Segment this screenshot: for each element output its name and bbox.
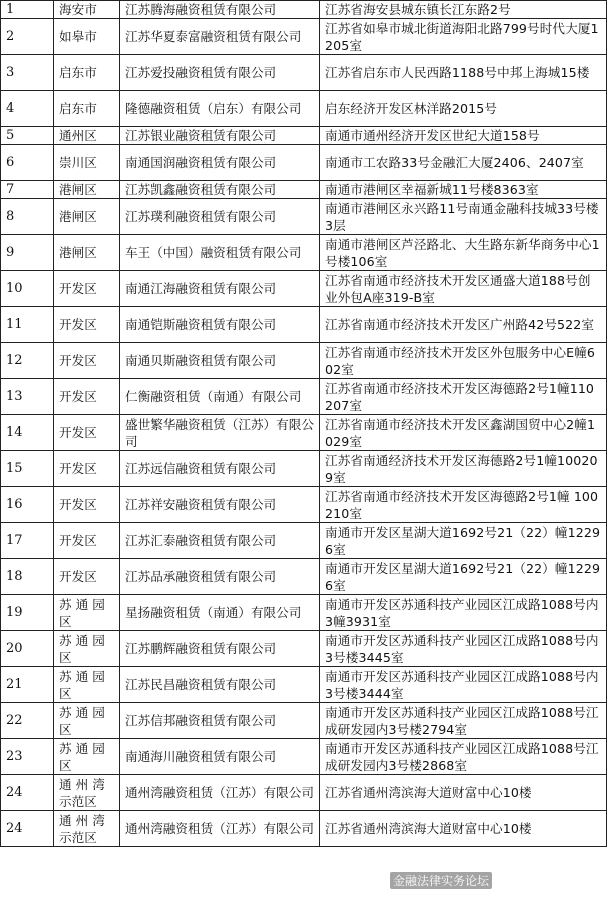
address-cell: 江苏省南通市经济技术开发区通盛大道188号创业外包A座319-B室 [320,271,607,307]
company-name-cell: 南通国润融资租赁有限公司 [120,145,320,181]
address-cell: 南通市工农路33号金融汇大厦2406、2407室 [320,145,607,181]
row-number: 18 [1,559,54,595]
row-number: 21 [1,667,54,703]
row-number: 17 [1,523,54,559]
table-row [1,703,607,739]
table-row [1,271,607,307]
row-number: 7 [1,181,54,199]
company-name-cell: 江苏远信融资租赁有限公司 [120,451,320,487]
row-number: 2 [1,19,54,55]
district-cell: 启东市 [54,55,120,91]
company-name-cell: 江苏腾海融资租赁有限公司 [120,1,320,19]
address-cell: 江苏省南通市经济技术开发区海德路2号1幢110207室 [320,379,607,415]
table-row [1,595,607,631]
district-cell: 开发区 [54,307,120,343]
company-name-cell: 江苏华夏泰富融资租赁有限公司 [120,19,320,55]
company-name-cell: 南通海川融资租赁有限公司 [120,739,320,775]
address-cell: 南通市开发区苏通科技产业园区江成路1088号江成研发园内3号楼2794室 [320,703,607,739]
address-cell: 江苏省通州湾滨海大道财富中心10楼 [320,775,607,811]
table-row [1,451,607,487]
district-cell: 通 州 湾 示范区 [54,775,120,811]
company-name-cell: 南通铠斯融资租赁有限公司 [120,307,320,343]
row-number: 13 [1,379,54,415]
district-cell: 开发区 [54,379,120,415]
table-row [1,145,607,181]
row-number: 15 [1,451,54,487]
address-cell: 南通市开发区苏通科技产业园区江成路1088号内3幢3931室 [320,595,607,631]
table-row [1,739,607,775]
district-cell: 开发区 [54,271,120,307]
district-cell: 开发区 [54,559,120,595]
address-cell: 南通市港闸区芦泾路北、大生路东新华商务中心1号楼106室 [320,235,607,271]
district-cell: 崇川区 [54,145,120,181]
district-cell: 海安市 [54,1,120,19]
table-row [1,307,607,343]
district-cell: 启东市 [54,91,120,127]
district-cell: 开发区 [54,523,120,559]
table-row [1,559,607,595]
row-number: 11 [1,307,54,343]
table-row [1,487,607,523]
company-name-cell: 江苏璞利融资租赁有限公司 [120,199,320,235]
district-cell: 开发区 [54,415,120,451]
address-cell: 南通市港闸区永兴路11号南通金融科技城33号楼3层 [320,199,607,235]
address-cell: 江苏省南通市经济技术开发区海德路2号1幢 100210室 [320,487,607,523]
address-cell: 南通市通州经济开发区世纪大道158号 [320,127,607,145]
address-cell: 江苏省南通市经济技术开发区鑫湖国贸中心2幢1029室 [320,415,607,451]
row-number: 24 [1,775,54,811]
row-number: 10 [1,271,54,307]
table-row [1,343,607,379]
row-number: 22 [1,703,54,739]
company-name-cell: 盛世繁华融资租赁（江苏）有限公司 [120,415,320,451]
district-cell: 苏 通 园 区 [54,739,120,775]
district-cell: 通州区 [54,127,120,145]
company-name-cell: 南通贝斯融资租赁有限公司 [120,343,320,379]
address-cell: 南通市港闸区幸福新城11号楼8363室 [320,181,607,199]
district-cell: 苏 通 园 区 [54,703,120,739]
table-row [1,235,607,271]
district-cell: 开发区 [54,451,120,487]
table-row [1,415,607,451]
address-cell: 南通市开发区星湖大道1692号21（22）幢12296室 [320,523,607,559]
district-cell: 港闸区 [54,199,120,235]
table-row [1,127,607,145]
row-number: 19 [1,595,54,631]
table-row [1,523,607,559]
row-number: 4 [1,91,54,127]
row-number: 12 [1,343,54,379]
address-cell: 江苏省南通市经济技术开发区广州路42号522室 [320,307,607,343]
address-cell: 江苏省南通经济技术开发区海德路2号1幢100209室 [320,451,607,487]
company-name-cell: 江苏银业融资租赁有限公司 [120,127,320,145]
district-cell: 开发区 [54,487,120,523]
row-number: 16 [1,487,54,523]
table-row [1,91,607,127]
company-name-cell: 江苏鹏辉融资租赁有限公司 [120,631,320,667]
table-row [1,199,607,235]
district-cell: 通 州 湾 示范区 [54,811,120,847]
district-cell: 港闸区 [54,181,120,199]
company-name-cell: 通州湾融资租赁（江苏）有限公司 [120,775,320,811]
address-cell: 江苏省通州湾滨海大道财富中心10楼 [320,811,607,847]
address-cell: 江苏省海安县城东镇长江东路2号 [320,1,607,19]
table-row [1,19,607,55]
row-number: 23 [1,739,54,775]
row-number: 1 [1,1,54,19]
company-name-cell: 江苏品承融资租赁有限公司 [120,559,320,595]
district-cell: 开发区 [54,343,120,379]
row-number: 24 [1,811,54,847]
company-name-cell: 江苏民昌融资租赁有限公司 [120,667,320,703]
table-row [1,631,607,667]
address-cell: 江苏省启东市人民西路1188号中邦上海城15楼 [320,55,607,91]
table-row [1,811,607,847]
table-row [1,667,607,703]
company-name-cell: 通州湾融资租赁（江苏）有限公司 [120,811,320,847]
company-name-cell: 江苏汇泰融资租赁有限公司 [120,523,320,559]
address-cell: 启东经济开发区林洋路2015号 [320,91,607,127]
row-number: 14 [1,415,54,451]
row-number: 5 [1,127,54,145]
address-cell: 南通市开发区苏通科技产业园区江成路1088号内3号楼3445室 [320,631,607,667]
company-name-cell: 江苏爱投融资租赁有限公司 [120,55,320,91]
address-cell: 江苏省如皋市城北街道海阳北路799号时代大厦1205室 [320,19,607,55]
company-name-cell: 星扬融资租赁（南通）有限公司 [120,595,320,631]
address-cell: 江苏省南通市经济技术开发区外包服务中心E幢602室 [320,343,607,379]
district-cell: 港闸区 [54,235,120,271]
company-name-cell: 南通江海融资租赁有限公司 [120,271,320,307]
table-body [1,1,607,847]
row-number: 6 [1,145,54,181]
table-row [1,55,607,91]
row-number: 3 [1,55,54,91]
address-cell: 南通市开发区苏通科技产业园区江成路1088号江成研发园内3号楼2868室 [320,739,607,775]
district-cell: 苏 通 园 区 [54,667,120,703]
company-name-cell: 江苏信邦融资租赁有限公司 [120,703,320,739]
district-cell: 苏 通 园 区 [54,631,120,667]
table-row [1,379,607,415]
company-name-cell: 隆德融资租赁（启东）有限公司 [120,91,320,127]
company-name-cell: 车王（中国）融资租赁有限公司 [120,235,320,271]
district-cell: 苏 通 园 区 [54,595,120,631]
company-name-cell: 江苏祥安融资租赁有限公司 [120,487,320,523]
company-name-cell: 仁衡融资租赁（南通）有限公司 [120,379,320,415]
address-cell: 南通市开发区苏通科技产业园区江成路1088号内3号楼3444室 [320,667,607,703]
table-row [1,775,607,811]
address-cell: 南通市开发区星湖大道1692号21（22）幢12296室 [320,559,607,595]
district-cell: 如皋市 [54,19,120,55]
company-name-cell: 江苏凯鑫融资租赁有限公司 [120,181,320,199]
watermark: 金融法律实务论坛 [390,872,492,889]
row-number: 9 [1,235,54,271]
table-row [1,1,607,19]
table-row [1,181,607,199]
row-number: 20 [1,631,54,667]
row-number: 8 [1,199,54,235]
